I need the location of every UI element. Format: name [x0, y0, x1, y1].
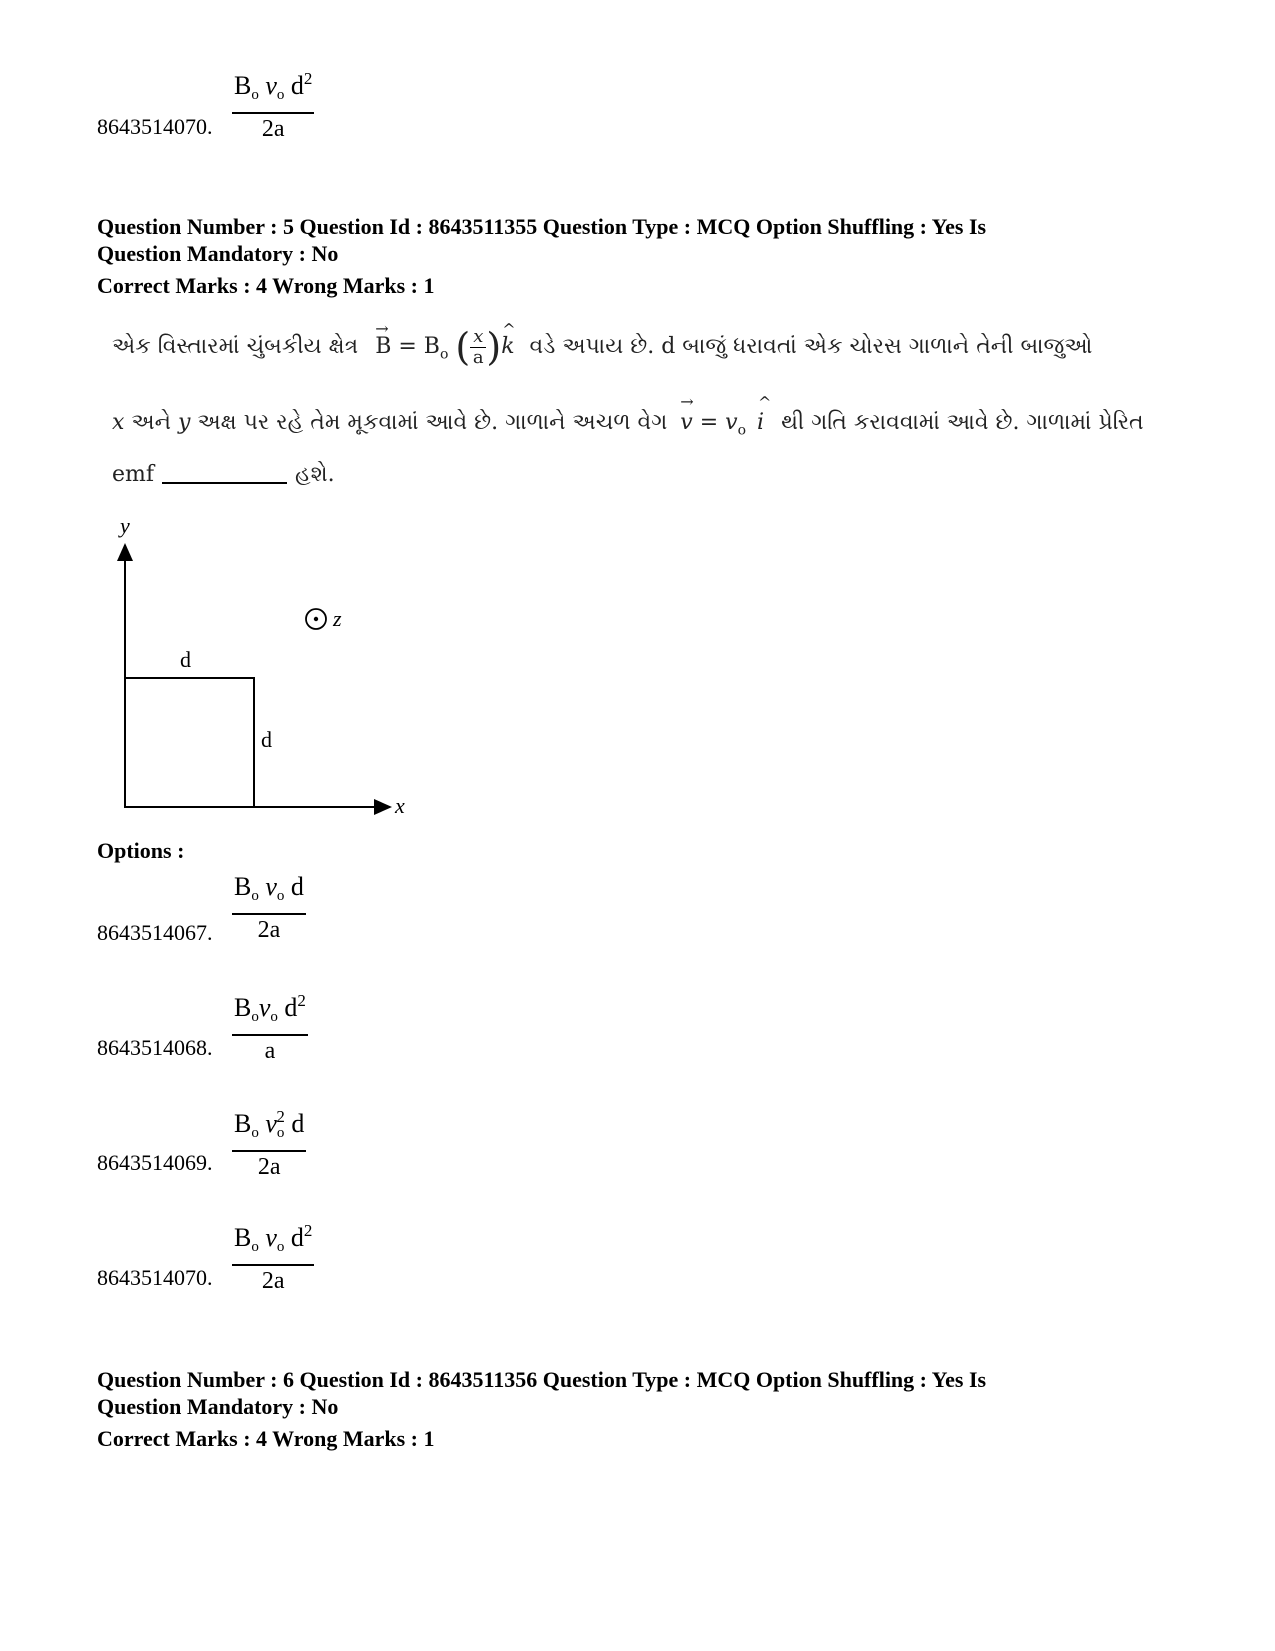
y-var: y — [178, 410, 191, 435]
open-paren: ( — [455, 325, 471, 369]
option-id-2: 8643514068. — [97, 1035, 213, 1060]
b-vector: → B — [375, 322, 391, 372]
side-label-right: d — [261, 727, 272, 752]
question-text: વડે અપાય છે. d બાજું ધરાવતાં એક ચોરસ ગાળાને તેની બાજુઓ — [529, 334, 1093, 359]
x-over-a: $\frac{x}{a}$ — [470, 327, 486, 368]
question-header-line2: Question Mandatory : No — [97, 1394, 339, 1419]
square-loop — [125, 678, 254, 807]
option-formula-1: $\frac{B_o v_o d}{2a}$ — [234, 872, 304, 943]
k-hat: ^ k — [501, 322, 514, 372]
x-axis-label: x — [395, 793, 405, 818]
question-text: emf — [112, 462, 155, 487]
side-label-top: d — [180, 647, 191, 672]
options-label: Options : — [97, 838, 185, 863]
close-paren: ) — [486, 325, 502, 369]
question-header-line1: Question Number : 6 Question Id : 8643511356 Question Type : MCQ Option Shuffling : Yes Is — [97, 1367, 987, 1392]
equals-v: = v — [699, 410, 738, 435]
question-text-line3 — [112, 462, 335, 487]
v-vector: → v — [680, 410, 692, 435]
i-hat: ^ i — [757, 410, 764, 435]
question-header-line2: Question Mandatory : No — [97, 241, 339, 266]
question-text: એક વિસ્તારમાં ચુંબકીય ક્ષેત્ર — [112, 334, 359, 359]
question-text: થી ગતિ કરાવવામાં આવે છે. ગાળામાં પ્રેરિત — [781, 410, 1144, 435]
option-formula-4: $\frac{B_o v_o d^2}{2a}$ — [232, 1214, 314, 1296]
z-label: z — [333, 606, 342, 631]
question-text-line2: x અને y અક્ષ પર રહે તેમ મૂકવામાં આવે છે. ગાળાને અચળ વેગ → $v = v_o$ ^ i થી ગતિ કરાવવામાં આવે છે. ગાળામાં પ્રેરિત — [112, 410, 1144, 438]
x-var: x — [112, 410, 125, 435]
y-axis-label: y — [120, 513, 130, 538]
question-text: અને — [131, 410, 172, 435]
answer-blank — [162, 482, 287, 484]
question-marks: Correct Marks : 4 Wrong Marks : 1 — [97, 273, 435, 298]
question-marks-6: Correct Marks : 4 Wrong Marks : 1 — [97, 1426, 435, 1451]
option-id-3: 8643514069. — [97, 1150, 213, 1175]
question-text-line1: એક વિસ્તારમાં ચુંબકીય ક્ષેત્ર → $B = B_o$ ( $\frac{x}{a}$ )^ k વડે અપાય છે. d બાજું ધરાવતાં એક ચોરસ ગાળાને તેની બાજુઓ — [112, 322, 1092, 379]
question-header-6 — [97, 1366, 986, 1420]
question-header — [97, 213, 986, 267]
question-text: અક્ષ પર રહે તેમ મૂકવામાં આવે છે. ગાળાને અચળ વેગ — [197, 410, 668, 435]
option-formula-3: $\frac{B_o v_o^2 d}{2a}$ — [232, 1100, 306, 1182]
option-formula-top: $\frac{B_o v_o d^2}{2a}$ — [232, 62, 314, 144]
z-dot — [314, 617, 318, 621]
question-text: હશે. — [295, 462, 335, 487]
option-id-top: 8643514070. — [97, 114, 213, 139]
equals-b: = B — [398, 334, 440, 359]
option-id-4: 8643514070. — [97, 1265, 213, 1290]
loop-diagram — [100, 505, 420, 825]
question-header-line1: Question Number : 5 Question Id : 8643511355 Question Type : MCQ Option Shuffling : Yes Is — [97, 214, 987, 239]
option-id-1: 8643514067. — [97, 920, 213, 945]
option-formula-2: $B_ov_o$ $d^2$ a — [232, 984, 308, 1066]
